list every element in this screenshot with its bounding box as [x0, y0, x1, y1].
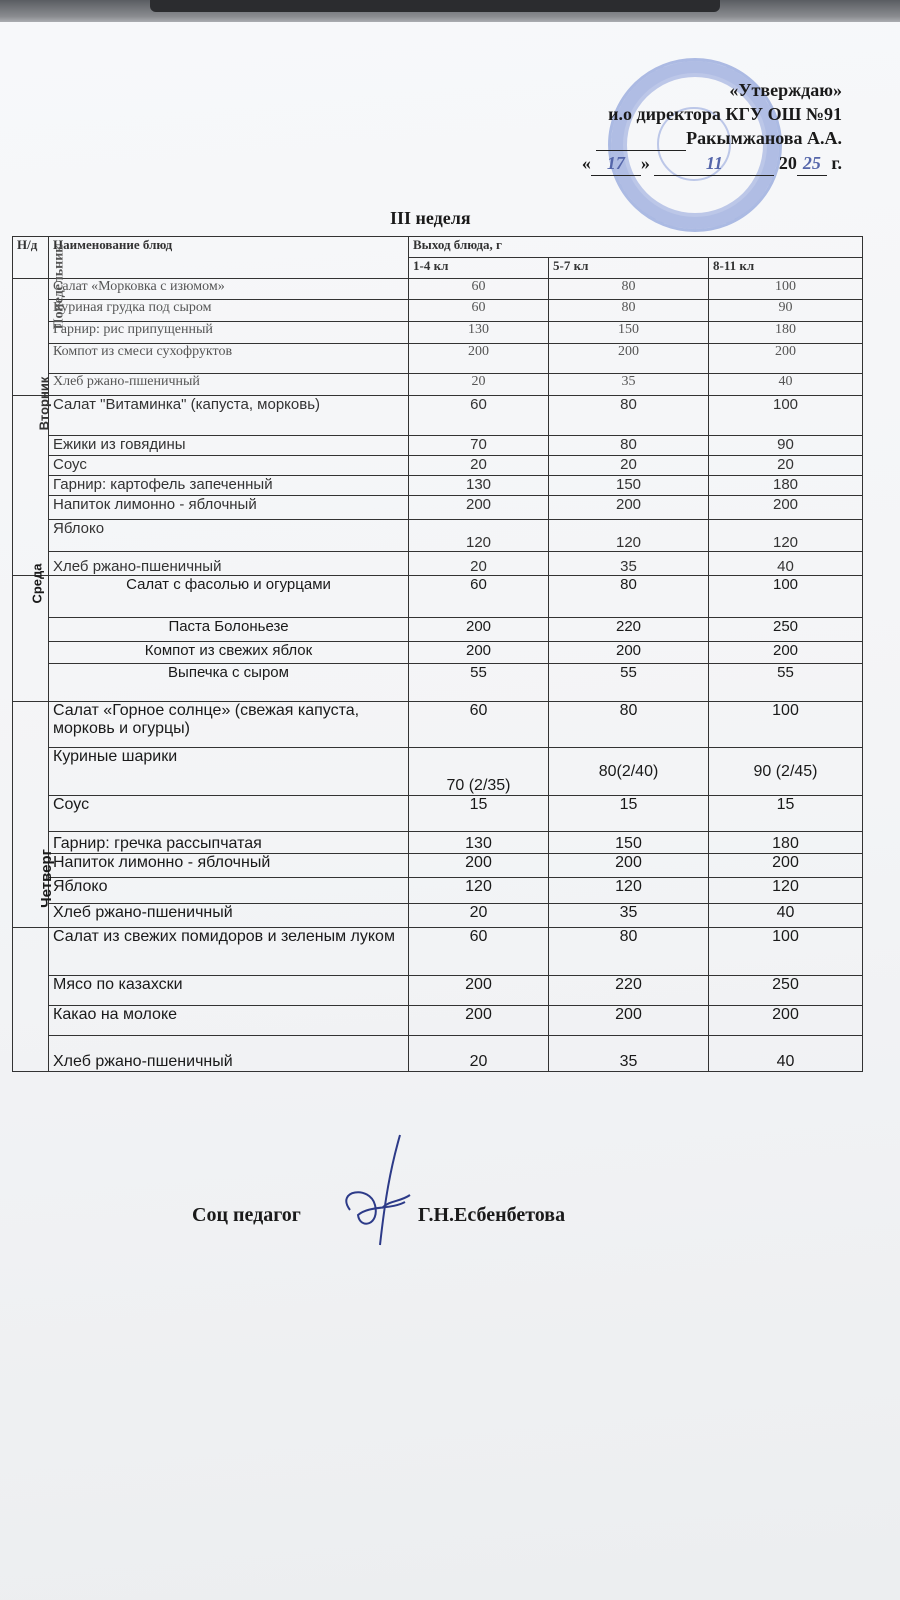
header-dish: Наименование блюд: [49, 237, 409, 279]
dish-name: Хлеб ржано-пшеничный: [49, 552, 409, 576]
portion-5-7: 80: [549, 436, 709, 456]
footer-role: Соц педагог: [192, 1204, 301, 1226]
portion-5-7: 120: [549, 520, 709, 552]
portion-5-7: 80: [549, 928, 709, 976]
table-row: [13, 374, 863, 396]
portion-1-4: 130: [409, 476, 549, 496]
table-row: [13, 702, 863, 748]
portion-8-11: 100: [709, 396, 863, 436]
portion-5-7: 200: [549, 496, 709, 520]
header-row: [13, 237, 863, 258]
portion-8-11: 120: [709, 520, 863, 552]
table-row: [13, 664, 863, 702]
portion-5-7: 80: [549, 576, 709, 618]
portion-1-4: 60: [409, 576, 549, 618]
portion-8-11: 180: [709, 476, 863, 496]
dish-name: Ежики из говядины: [49, 436, 409, 456]
header-grade-5-7: 5-7 кл: [549, 258, 709, 279]
table-row: [13, 854, 863, 878]
dish-name: Салат «Морковка с изюмом»: [49, 279, 409, 300]
portion-1-4: 200: [409, 344, 549, 374]
header-grade-8-11: 8-11 кл: [709, 258, 863, 279]
portion-1-4: 70 (2/35): [409, 748, 549, 796]
portion-8-11: 250: [709, 976, 863, 1006]
table-row: [13, 396, 863, 436]
portion-5-7: 200: [549, 642, 709, 664]
table-row: [13, 344, 863, 374]
portion-5-7: 35: [549, 1036, 709, 1072]
portion-5-7: 120: [549, 878, 709, 904]
portion-8-11: 200: [709, 496, 863, 520]
footer-name: Г.Н.Есбенбетова: [418, 1204, 566, 1226]
portion-5-7: 220: [549, 976, 709, 1006]
table-row: [13, 642, 863, 664]
portion-5-7: 150: [549, 322, 709, 344]
date-year-prefix: 20: [778, 153, 797, 173]
approval-title: «Утверждаю»: [729, 80, 842, 100]
dish-name: Соус: [49, 796, 409, 832]
table-row: [13, 476, 863, 496]
table-row: [13, 1036, 863, 1072]
dish-name: Мясо по казахски: [49, 976, 409, 1006]
date-year-suffix: г.: [831, 153, 842, 173]
portion-1-4: 200: [409, 642, 549, 664]
dish-name: Компот из свежих яблок: [49, 642, 409, 664]
table-row: [13, 796, 863, 832]
table-row: [13, 552, 863, 576]
portion-8-11: 200: [709, 344, 863, 374]
portion-8-11: 90: [709, 436, 863, 456]
portion-5-7: 80: [549, 702, 709, 748]
dish-name: Хлеб ржано-пшеничный: [49, 1036, 409, 1072]
footer-signature: [192, 1204, 566, 1227]
portion-1-4: 55: [409, 664, 549, 702]
portion-1-4: 200: [409, 1006, 549, 1036]
table-row: [13, 878, 863, 904]
table-row: [13, 576, 863, 618]
dish-name: Компот из смеси сухофруктов: [49, 344, 409, 374]
portion-5-7: 55: [549, 664, 709, 702]
portion-1-4: 130: [409, 832, 549, 854]
header-grade-1-4: 1-4 кл: [409, 258, 549, 279]
portion-1-4: 120: [409, 520, 549, 552]
dish-name: Гарнир: картофель запеченный: [49, 476, 409, 496]
table-row: [13, 496, 863, 520]
portion-5-7: 35: [549, 904, 709, 928]
portion-1-4: 130: [409, 322, 549, 344]
portion-8-11: 40: [709, 374, 863, 396]
dish-name: Выпечка с сыром: [49, 664, 409, 702]
table-row: [13, 748, 863, 796]
day-label-friday: [13, 928, 49, 1072]
approval-signer: Ракымжанова А.А.: [686, 128, 842, 148]
portion-5-7: 80: [549, 279, 709, 300]
dish-name: Салат с фасолью и огурцами: [49, 576, 409, 618]
day-label-thursday: Четверг: [13, 702, 49, 928]
dish-name: Яблоко: [49, 878, 409, 904]
date-quote-open: «: [581, 153, 591, 173]
table-row: [13, 520, 863, 552]
header-num: Н/д: [13, 237, 49, 279]
table-row: [13, 832, 863, 854]
portion-8-11: 100: [709, 928, 863, 976]
portion-8-11: 20: [709, 456, 863, 476]
portion-1-4: 60: [409, 279, 549, 300]
portion-8-11: 180: [709, 322, 863, 344]
portion-5-7: 150: [549, 832, 709, 854]
portion-8-11: 100: [709, 279, 863, 300]
portion-1-4: 70: [409, 436, 549, 456]
day-label-monday: Понедельник: [13, 279, 49, 396]
portion-8-11: 200: [709, 854, 863, 878]
portion-1-4: 15: [409, 796, 549, 832]
dish-name: Хлеб ржано-пшеничный: [49, 904, 409, 928]
portion-1-4: 20: [409, 374, 549, 396]
dish-name: Соус: [49, 456, 409, 476]
portion-1-4: 60: [409, 702, 549, 748]
portion-1-4: 60: [409, 300, 549, 322]
table-row: [13, 1006, 863, 1036]
table-row: [13, 456, 863, 476]
dish-name: Салат из свежих помидоров и зеленым луком: [49, 928, 409, 976]
portion-8-11: 200: [709, 1006, 863, 1036]
portion-1-4: 200: [409, 976, 549, 1006]
portion-5-7: 35: [549, 552, 709, 576]
table-row: [13, 300, 863, 322]
table-row: [13, 618, 863, 642]
table-row: [13, 976, 863, 1006]
date-quote-close: »: [640, 153, 650, 173]
portion-8-11: 40: [709, 552, 863, 576]
portion-1-4: 120: [409, 878, 549, 904]
portion-1-4: 200: [409, 618, 549, 642]
date-year: 25: [797, 151, 827, 176]
portion-1-4: 60: [409, 396, 549, 436]
portion-8-11: 100: [709, 576, 863, 618]
table-row: [13, 436, 863, 456]
approval-signature-blank: [596, 126, 686, 151]
portion-8-11: 100: [709, 702, 863, 748]
portion-5-7: 150: [549, 476, 709, 496]
table-row: [13, 279, 863, 300]
portion-1-4: 20: [409, 456, 549, 476]
week-title: III неделя: [390, 208, 471, 228]
portion-1-4: 20: [409, 1036, 549, 1072]
portion-8-11: 120: [709, 878, 863, 904]
portion-1-4: 20: [409, 904, 549, 928]
portion-8-11: 90: [709, 300, 863, 322]
portion-1-4: 60: [409, 928, 549, 976]
portion-8-11: 15: [709, 796, 863, 832]
approval-date: [582, 151, 842, 176]
dish-name: Какао на молоке: [49, 1006, 409, 1036]
portion-8-11: 55: [709, 664, 863, 702]
portion-5-7: 80(2/40): [549, 748, 709, 796]
dish-name: Паста Болоньезе: [49, 618, 409, 642]
portion-5-7: 220: [549, 618, 709, 642]
day-label-tuesday: Вторник: [13, 396, 49, 576]
portion-5-7: 200: [549, 344, 709, 374]
portion-8-11: 180: [709, 832, 863, 854]
dish-name: Гарнир: гречка рассыпчатая: [49, 832, 409, 854]
portion-5-7: 15: [549, 796, 709, 832]
portion-5-7: 35: [549, 374, 709, 396]
table-row: [13, 904, 863, 928]
day-label-wednesday: Среда: [13, 576, 49, 702]
date-month: 11: [654, 151, 774, 176]
approval-position: и.о директора КГУ ОШ №91: [608, 104, 842, 124]
portion-8-11: 40: [709, 904, 863, 928]
portion-8-11: 200: [709, 642, 863, 664]
portion-8-11: 250: [709, 618, 863, 642]
dish-name: Куриная грудка под сыром: [49, 300, 409, 322]
portion-5-7: 20: [549, 456, 709, 476]
portion-5-7: 200: [549, 1006, 709, 1036]
portion-5-7: 80: [549, 396, 709, 436]
dish-name: Хлеб ржано-пшеничный: [49, 374, 409, 396]
menu-table: [12, 236, 863, 1072]
dish-name: Яблоко: [49, 520, 409, 552]
portion-1-4: 20: [409, 552, 549, 576]
portion-8-11: 40: [709, 1036, 863, 1072]
portion-5-7: 200: [549, 854, 709, 878]
table-row: [13, 322, 863, 344]
table-row: [13, 928, 863, 976]
dish-name: Напиток лимонно - яблочный: [49, 496, 409, 520]
portion-8-11: 90 (2/45): [709, 748, 863, 796]
dish-name: Гарнир: рис припущенный: [49, 322, 409, 344]
dish-name: Салат "Витаминка" (капуста, морковь): [49, 396, 409, 436]
dish-name: Салат «Горное солнце» (свежая капуста, морковь и огурцы): [49, 702, 409, 748]
header-output: Выход блюда, г: [409, 237, 863, 258]
portion-1-4: 200: [409, 854, 549, 878]
portion-5-7: 80: [549, 300, 709, 322]
approval-signer-line: [582, 126, 842, 151]
approval-block: [582, 78, 842, 176]
dish-name: Куриные шарики: [49, 748, 409, 796]
signature-mark: [330, 1130, 430, 1250]
portion-1-4: 200: [409, 496, 549, 520]
clipboard-edge: [150, 0, 720, 12]
date-day: 17: [591, 151, 641, 176]
dish-name: Напиток лимонно - яблочный: [49, 854, 409, 878]
